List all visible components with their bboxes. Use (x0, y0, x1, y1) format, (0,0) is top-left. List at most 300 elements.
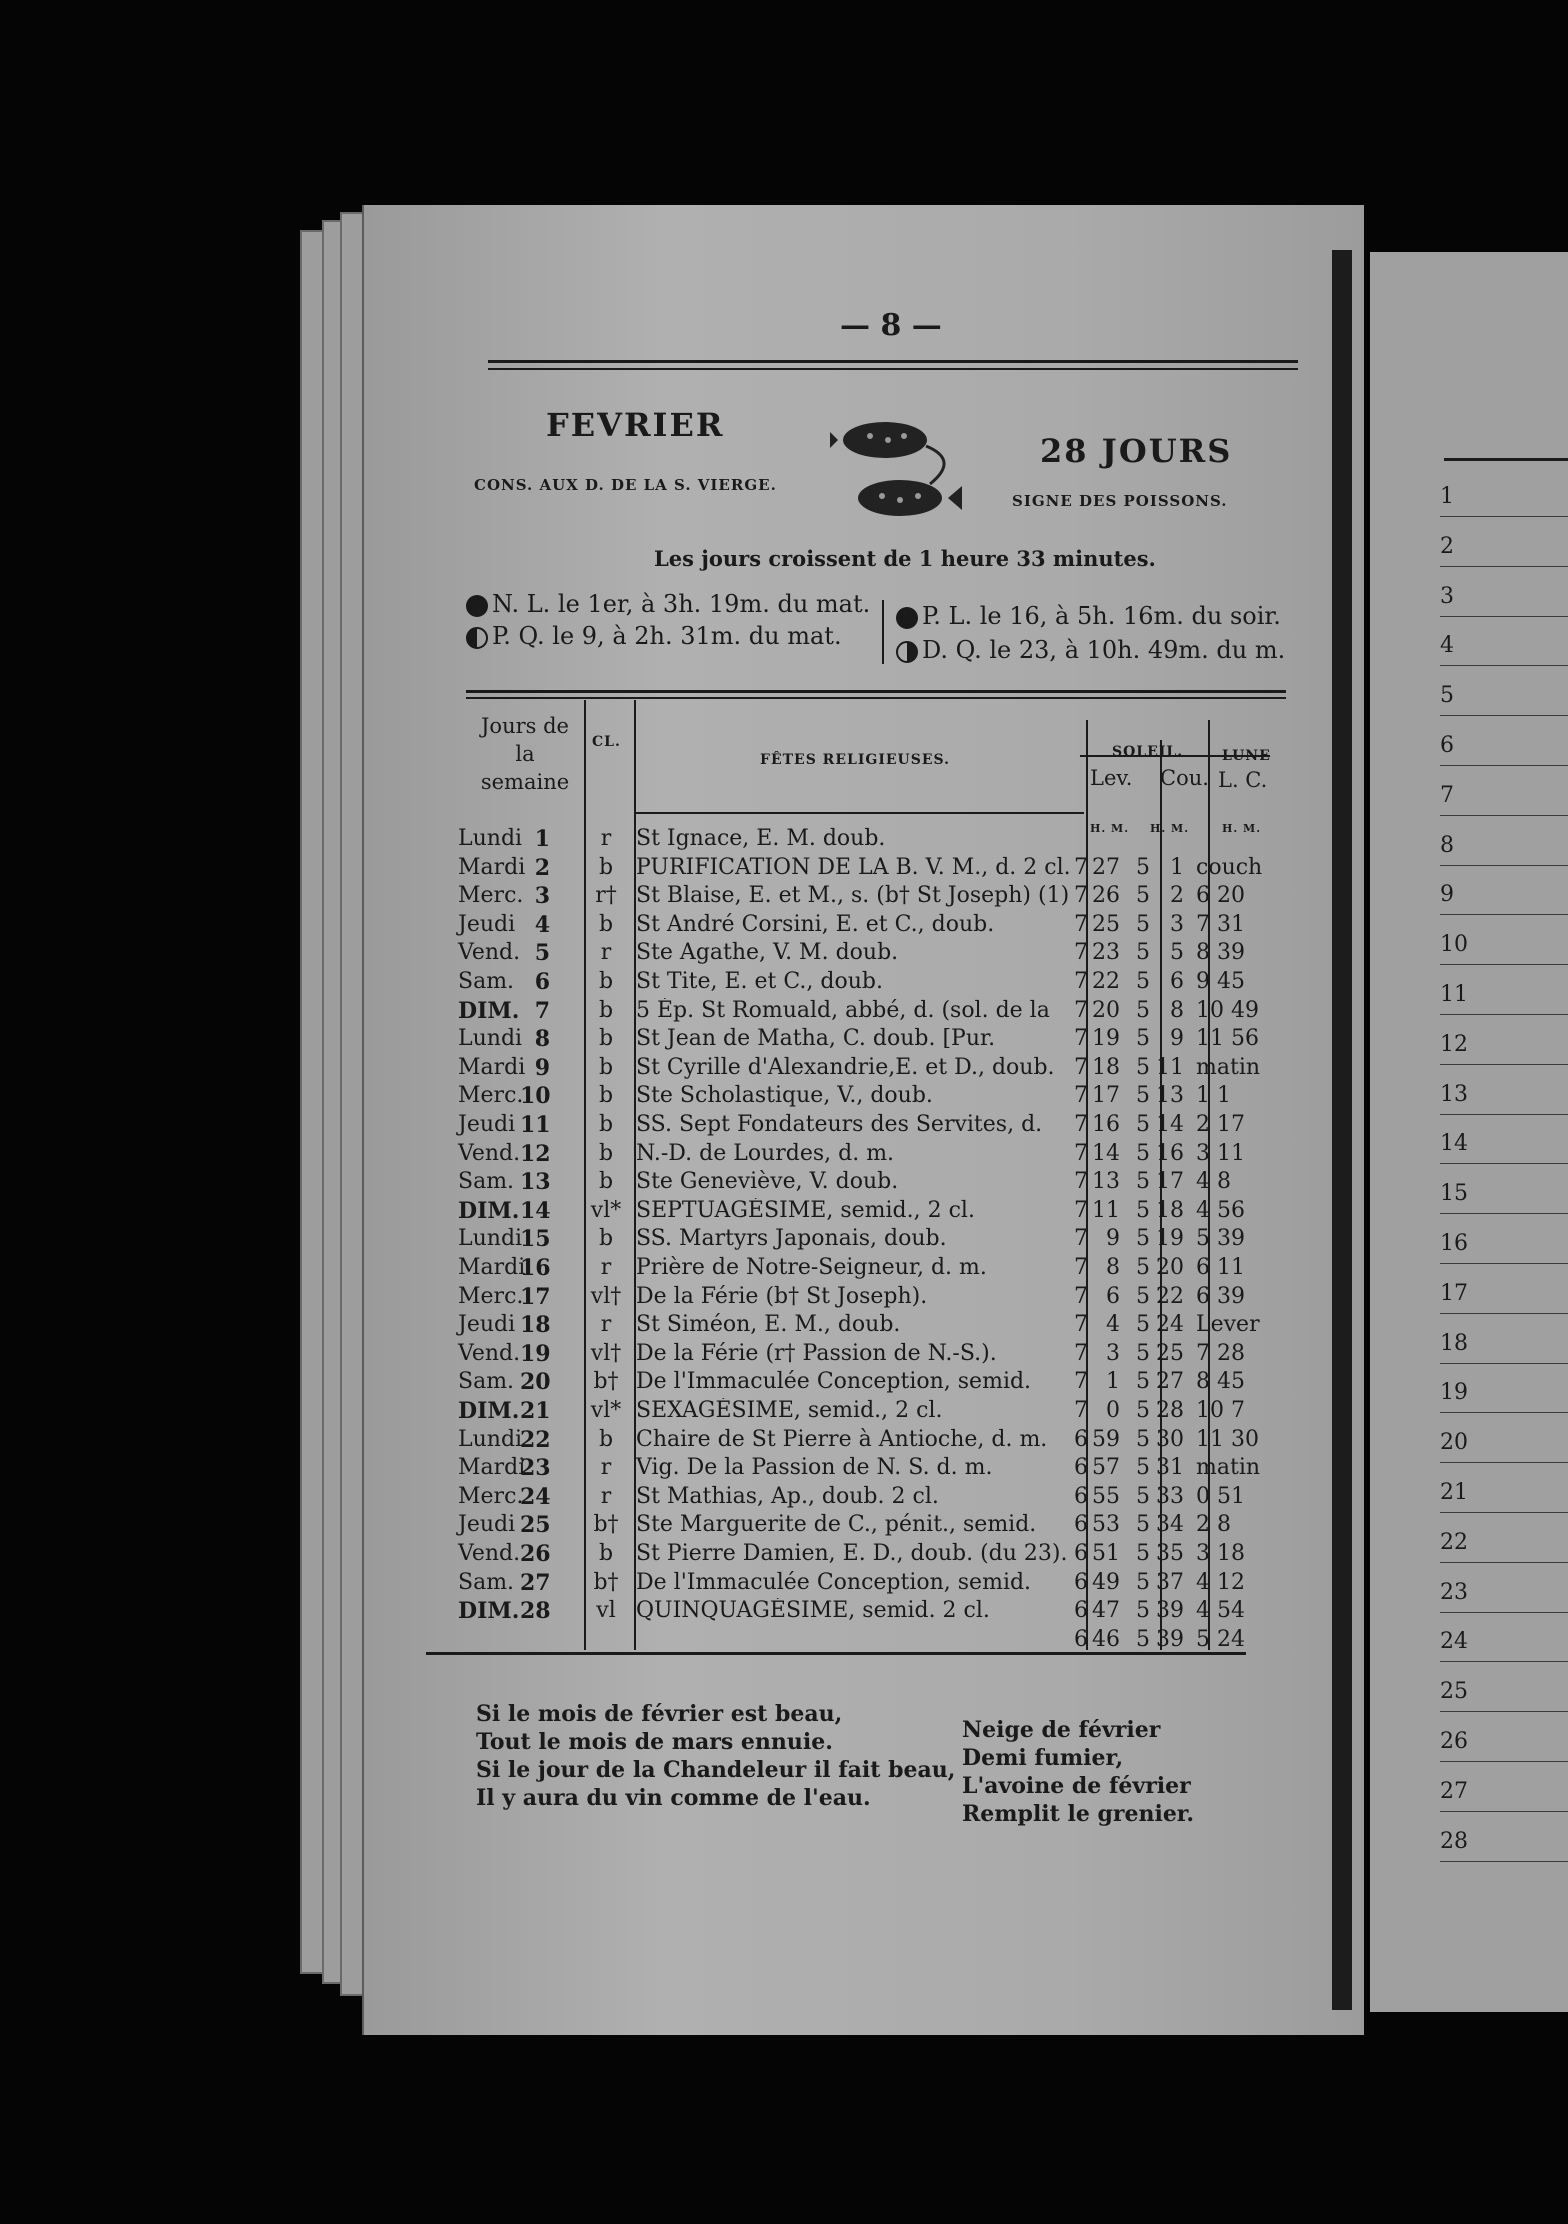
cell-lm: 14 (1092, 1141, 1120, 1166)
cell-cl: r (600, 1255, 612, 1280)
cell-num: 12 (520, 1141, 551, 1167)
moon-phase-last-quarter: D. Q. le 23, à 10h. 49m. du m. (896, 636, 1285, 664)
facing-day-number: 17 (1440, 1281, 1468, 1306)
facing-day-line (1440, 1213, 1568, 1214)
cell-num: 7 (534, 998, 550, 1024)
cell-lm: 20 (1092, 998, 1120, 1023)
cell-ch: 5 (1136, 969, 1150, 994)
cell-lh: 7 (1074, 1112, 1088, 1137)
cell-cl: b (598, 1141, 614, 1166)
facing-day-number: 15 (1440, 1181, 1468, 1206)
cell-lh: 6 (1074, 1541, 1088, 1566)
cell-ch: 5 (1136, 1198, 1150, 1223)
cell-lune: 5 24 (1196, 1627, 1245, 1652)
cell-day: Sam. (458, 969, 515, 994)
cell-day: Merc. (458, 1284, 524, 1309)
cell-cl: vl* (590, 1198, 622, 1223)
facing-day-line (1440, 765, 1568, 766)
cell-fete: SS. Sept Fondateurs des Servites, d. (636, 1112, 1043, 1137)
cell-cm: 14 (1156, 1112, 1184, 1137)
cell-fete: De l'Immaculée Conception, semid. (636, 1570, 1032, 1595)
facing-day-line (1440, 1562, 1568, 1563)
cell-ch: 5 (1136, 998, 1150, 1023)
cell-fete: QUINQUAGÉSIME, semid. 2 cl. (636, 1598, 990, 1623)
proverb-left (476, 1700, 955, 1812)
cell-lm: 1 (1106, 1369, 1120, 1394)
facing-day-line (1440, 1661, 1568, 1662)
table-top-rule (466, 697, 1286, 699)
cell-ch: 5 (1136, 1598, 1150, 1623)
daylight-note: Les jours croissent de 1 heure 33 minutes. (654, 546, 1156, 571)
cell-cl: b (598, 1169, 614, 1194)
cell-ch: 5 (1136, 1141, 1150, 1166)
cell-lh: 7 (1074, 855, 1088, 880)
cell-num: 18 (520, 1312, 551, 1338)
cell-lm: 23 (1092, 940, 1120, 965)
cell-cl: vl† (590, 1284, 622, 1309)
pisces-icon (830, 410, 970, 530)
facing-day-line (1440, 566, 1568, 567)
first-quarter-icon (466, 627, 488, 649)
facing-day-number: 3 (1440, 584, 1454, 609)
cell-num: 15 (520, 1226, 551, 1252)
cell-lune: 4 8 (1196, 1169, 1231, 1194)
cell-ch: 5 (1136, 1312, 1150, 1337)
table-top-rule (466, 690, 1286, 693)
cell-day: Sam. (458, 1570, 515, 1595)
cell-lune: matin (1196, 1455, 1261, 1480)
col-header-lev: Lev. (1090, 766, 1133, 790)
cell-fete: St Ignace, E. M. doub. (636, 826, 886, 851)
cell-num: 27 (520, 1570, 551, 1596)
cell-lune: 3 18 (1196, 1541, 1245, 1566)
cell-lm: 19 (1092, 1026, 1120, 1051)
cell-day: Merc. (458, 1083, 524, 1108)
book-gutter (1332, 250, 1352, 2010)
facing-day-line (1440, 1064, 1568, 1065)
cell-fete: Chaire de St Pierre à Antioche, d. m. (636, 1427, 1048, 1452)
cell-cl: b (598, 912, 614, 937)
cell-ch: 5 (1136, 1455, 1150, 1480)
hm-label-cou: H. M. (1150, 822, 1190, 835)
facing-day-line (1440, 815, 1568, 816)
cell-num: 3 (534, 883, 550, 909)
cell-fete: N.-D. de Lourdes, d. m. (636, 1141, 895, 1166)
cell-cm: 27 (1156, 1369, 1184, 1394)
cell-cm: 9 (1170, 1026, 1184, 1051)
col-header-cou: Cou. (1160, 766, 1209, 790)
cell-ch: 5 (1136, 912, 1150, 937)
cell-day: Mardi (458, 1455, 526, 1480)
cell-num: 9 (534, 1055, 550, 1081)
facing-day-line (1440, 1861, 1568, 1862)
cell-num: 4 (534, 912, 550, 938)
cell-lune: Lever (1196, 1312, 1260, 1337)
cell-num: 1 (534, 826, 550, 852)
cell-day: Jeudi (458, 1512, 516, 1537)
cell-num: 23 (520, 1455, 551, 1481)
facing-day-line (1440, 964, 1568, 965)
cell-cm: 28 (1156, 1398, 1184, 1423)
cell-cl: b† (593, 1570, 619, 1595)
cell-day: Merc. (458, 883, 524, 908)
facing-day-number: 14 (1440, 1131, 1468, 1156)
cell-lh: 7 (1074, 1255, 1088, 1280)
cell-cl: vl† (590, 1341, 622, 1366)
last-quarter-icon (896, 641, 918, 663)
cell-lm: 18 (1092, 1055, 1120, 1080)
cell-cm: 6 (1170, 969, 1184, 994)
cell-fete: 5 Ép. St Romuald, abbé, d. (sol. de la (636, 998, 1050, 1023)
cell-lune: matin (1196, 1055, 1261, 1080)
hm-label-lev: H. M. (1090, 822, 1130, 835)
facing-day-number: 2 (1440, 534, 1454, 559)
cell-cl: r (600, 1455, 612, 1480)
cell-ch: 5 (1136, 855, 1150, 880)
facing-day-line (1440, 516, 1568, 517)
facing-page-rule (1444, 458, 1568, 461)
cell-cl: vl (596, 1598, 616, 1623)
facing-day-line (1440, 1412, 1568, 1413)
facing-day-number: 20 (1440, 1430, 1468, 1455)
facing-day-line (1440, 1462, 1568, 1463)
cell-lune: 0 51 (1196, 1484, 1245, 1509)
cell-fete: SEPTUAGÉSIME, semid., 2 cl. (636, 1198, 975, 1223)
cell-cl: b† (593, 1512, 619, 1537)
cell-lune: 8 39 (1196, 940, 1245, 965)
facing-day-number: 24 (1440, 1629, 1468, 1654)
cell-cm: 3 (1170, 912, 1184, 937)
cell-cl: r† (595, 883, 617, 908)
header-rule (488, 368, 1298, 370)
cell-fete: St Cyrille d'Alexandrie,E. et D., doub. (636, 1055, 1055, 1080)
cell-fete: Prière de Notre-Seigneur, d. m. (636, 1255, 987, 1280)
cell-num: 28 (520, 1598, 551, 1624)
cell-cl: b (598, 855, 614, 880)
facing-day-number: 16 (1440, 1231, 1468, 1256)
cell-lh: 7 (1074, 912, 1088, 937)
cell-ch: 5 (1136, 883, 1150, 908)
cell-lune: 4 56 (1196, 1198, 1245, 1223)
cell-lh: 7 (1074, 1198, 1088, 1223)
cell-lune: 9 45 (1196, 969, 1245, 994)
cell-num: 10 (520, 1083, 551, 1109)
cell-num: 19 (520, 1341, 551, 1367)
cell-num: 5 (534, 940, 550, 966)
col-header-lc: L. C. (1218, 768, 1268, 792)
cell-lm: 22 (1092, 969, 1120, 994)
cell-lh: 7 (1074, 1398, 1088, 1423)
cell-lm: 57 (1092, 1455, 1120, 1480)
facing-day-line (1440, 1363, 1568, 1364)
new-moon-icon (466, 595, 488, 617)
cell-num: 11 (520, 1112, 551, 1138)
cell-lune: 3 11 (1196, 1141, 1245, 1166)
facing-day-line (1440, 1711, 1568, 1712)
cell-cm: 8 (1170, 998, 1184, 1023)
full-moon-icon (896, 607, 918, 629)
proverb-line: Tout le mois de mars ennuie. (476, 1729, 833, 1755)
cell-cm: 2 (1170, 883, 1184, 908)
cell-cm: 20 (1156, 1255, 1184, 1280)
cell-fete: De la Férie (b† St Joseph). (636, 1284, 928, 1309)
facing-day-number: 9 (1440, 882, 1454, 907)
cell-lm: 49 (1092, 1570, 1120, 1595)
cell-cm: 31 (1156, 1455, 1184, 1480)
cell-day: Jeudi (458, 1312, 516, 1337)
col-header-lune: LUNE (1222, 748, 1271, 764)
cell-lh: 7 (1074, 998, 1088, 1023)
cell-ch: 5 (1136, 1026, 1150, 1051)
cell-day: Lundi (458, 826, 523, 851)
proverb-line: Remplit le grenier. (962, 1801, 1195, 1827)
cell-lh: 6 (1074, 1484, 1088, 1509)
proverb-right (962, 1716, 1194, 1828)
facing-day-number: 8 (1440, 833, 1454, 858)
cell-cl: b (598, 1055, 614, 1080)
cell-lh: 7 (1074, 1169, 1088, 1194)
cell-fete: St Mathias, Ap., doub. 2 cl. (636, 1484, 939, 1509)
cell-day: Lundi (458, 1226, 523, 1251)
cell-lm: 3 (1106, 1341, 1120, 1366)
cell-day: Vend. (458, 1141, 521, 1166)
cell-day: DIM. (458, 1398, 520, 1424)
cell-lh: 7 (1074, 883, 1088, 908)
cell-lm: 17 (1092, 1083, 1120, 1108)
facing-day-number: 21 (1440, 1480, 1468, 1505)
hm-label-lune: H. M. (1222, 822, 1262, 835)
facing-day-line (1440, 1263, 1568, 1264)
cell-cm: 18 (1156, 1198, 1184, 1223)
cell-cl: b (598, 998, 614, 1023)
cell-lh: 7 (1074, 1083, 1088, 1108)
cell-ch: 5 (1136, 1055, 1150, 1080)
facing-day-line (1440, 914, 1568, 915)
cell-cl: b† (593, 1369, 619, 1394)
cell-lm: 27 (1092, 855, 1120, 880)
col-header-soleil: SOLEIL. (1112, 744, 1184, 760)
cell-ch: 5 (1136, 1083, 1150, 1108)
cell-cl: b (598, 1427, 614, 1452)
facing-day-line (1440, 1612, 1568, 1613)
cell-cl: b (598, 1112, 614, 1137)
cell-fete: Ste Marguerite de C., pénit., semid. (636, 1512, 1037, 1537)
cell-lune: 7 28 (1196, 1341, 1245, 1366)
cell-day: Sam. (458, 1169, 515, 1194)
cell-ch: 5 (1136, 1341, 1150, 1366)
cell-cl: b (598, 1083, 614, 1108)
cell-num: 25 (520, 1512, 551, 1538)
cell-ch: 5 (1136, 1541, 1150, 1566)
cell-ch: 5 (1136, 1512, 1150, 1537)
cell-day: Jeudi (458, 912, 516, 937)
cell-cm: 35 (1156, 1541, 1184, 1566)
cell-lh: 7 (1074, 1369, 1088, 1394)
cell-cm: 34 (1156, 1512, 1184, 1537)
cell-ch: 5 (1136, 1627, 1150, 1652)
cell-lh: 7 (1074, 1312, 1088, 1337)
cell-fete: Ste Agathe, V. M. doub. (636, 940, 899, 965)
col-header-fetes: FÊTES RELIGIEUSES. (760, 752, 951, 768)
cell-lune: 6 39 (1196, 1284, 1245, 1309)
cell-lh: 6 (1074, 1598, 1088, 1623)
cell-lm: 25 (1092, 912, 1120, 937)
cell-ch: 5 (1136, 1570, 1150, 1595)
cell-num: 22 (520, 1427, 551, 1453)
cell-day: Lundi (458, 1026, 523, 1051)
cell-ch: 5 (1136, 1398, 1150, 1423)
cell-day: DIM. (458, 1598, 520, 1624)
cell-lh: 7 (1074, 940, 1088, 965)
cell-cm: 17 (1156, 1169, 1184, 1194)
cell-lune: 5 39 (1196, 1226, 1245, 1251)
cell-lune: 4 12 (1196, 1570, 1245, 1595)
days-count: 28 JOURS (1040, 432, 1233, 470)
cell-cm: 16 (1156, 1141, 1184, 1166)
moon-phase-first-quarter: P. Q. le 9, à 2h. 31m. du mat. (466, 622, 842, 650)
cell-cl: r (600, 1484, 612, 1509)
cell-cm: 22 (1156, 1284, 1184, 1309)
cell-cm: 25 (1156, 1341, 1184, 1366)
cell-lh: 6 (1074, 1570, 1088, 1595)
cell-lh: 7 (1074, 1055, 1088, 1080)
cell-fete: PURIFICATION DE LA B. V. M., d. 2 cl. (636, 855, 1071, 880)
cell-lm: 9 (1106, 1226, 1120, 1251)
cell-lm: 51 (1092, 1541, 1120, 1566)
facing-day-line (1440, 1811, 1568, 1812)
facing-day-line (1440, 1761, 1568, 1762)
cell-num: 17 (520, 1284, 551, 1310)
cell-ch: 5 (1136, 1112, 1150, 1137)
cell-fete: St Tite, E. et C., doub. (636, 969, 883, 994)
facing-day-number: 12 (1440, 1032, 1468, 1057)
cell-ch: 5 (1136, 1284, 1150, 1309)
proverb-line: Demi fumier, (962, 1745, 1124, 1771)
cell-lune: 7 31 (1196, 912, 1245, 937)
facing-day-number: 26 (1440, 1729, 1468, 1754)
phase-divider (882, 600, 884, 664)
cell-lh: 7 (1074, 1284, 1088, 1309)
cell-fete: Vig. De la Passion de N. S. d. m. (636, 1455, 993, 1480)
cell-lune: 10 49 (1196, 998, 1259, 1023)
cell-num: 13 (520, 1169, 551, 1195)
facing-day-number: 7 (1440, 783, 1454, 808)
cell-ch: 5 (1136, 1427, 1150, 1452)
page-number: — 8 — (840, 308, 942, 343)
cell-day: Sam. (458, 1369, 515, 1394)
cell-lh: 7 (1074, 969, 1088, 994)
facing-day-line (1440, 616, 1568, 617)
cell-lune: 11 30 (1196, 1427, 1259, 1452)
cell-lune: 10 7 (1196, 1398, 1245, 1423)
cell-day: Vend. (458, 1341, 521, 1366)
cell-cm: 1 (1170, 855, 1184, 880)
cell-lm: 4 (1106, 1312, 1120, 1337)
cell-lm: 8 (1106, 1255, 1120, 1280)
cell-num: 6 (534, 969, 550, 995)
cell-cm: 37 (1156, 1570, 1184, 1595)
cell-cm: 30 (1156, 1427, 1184, 1452)
cell-lm: 0 (1106, 1398, 1120, 1423)
facing-day-number: 23 (1440, 1580, 1468, 1605)
facing-day-line (1440, 715, 1568, 716)
table-bottom-rule (426, 1652, 1246, 1655)
facing-day-number: 22 (1440, 1530, 1468, 1555)
cell-day: DIM. (458, 998, 520, 1024)
cell-num: 16 (520, 1255, 551, 1281)
facing-day-number: 5 (1440, 683, 1454, 708)
cell-lune: 4 54 (1196, 1598, 1245, 1623)
facing-day-number: 10 (1440, 932, 1468, 957)
cell-ch: 5 (1136, 1369, 1150, 1394)
cell-lh: 6 (1074, 1627, 1088, 1652)
month-title: FEVRIER (546, 406, 725, 444)
cell-lm: 11 (1092, 1198, 1120, 1223)
cell-cm: 39 (1156, 1627, 1184, 1652)
cell-fete: St Jean de Matha, C. doub. [Pur. (636, 1026, 996, 1051)
cell-ch: 5 (1136, 1255, 1150, 1280)
facing-day-number: 4 (1440, 633, 1454, 658)
facing-day-number: 27 (1440, 1779, 1468, 1804)
facing-day-line (1440, 1114, 1568, 1115)
cell-lm: 59 (1092, 1427, 1120, 1452)
cell-day: Jeudi (458, 1112, 516, 1137)
cell-fete: SS. Martyrs Japonais, doub. (636, 1226, 947, 1251)
cell-ch: 5 (1136, 1484, 1150, 1509)
cell-cl: b (598, 1541, 614, 1566)
facing-day-number: 28 (1440, 1829, 1468, 1854)
cell-ch: 5 (1136, 1226, 1150, 1251)
cell-num: 24 (520, 1484, 551, 1510)
moon-phase-full: P. L. le 16, à 5h. 16m. du soir. (896, 602, 1281, 630)
cell-day: Mardi (458, 855, 526, 880)
cell-cl: b (598, 969, 614, 994)
cell-lm: 53 (1092, 1512, 1120, 1537)
cell-lune: 2 8 (1196, 1512, 1231, 1537)
cell-cm: 39 (1156, 1598, 1184, 1623)
moon-phase-new: N. L. le 1er, à 3h. 19m. du mat. (466, 590, 870, 618)
cell-lh: 6 (1074, 1512, 1088, 1537)
cell-lune: 8 45 (1196, 1369, 1245, 1394)
cell-ch: 5 (1136, 940, 1150, 965)
cell-ch: 5 (1136, 1169, 1150, 1194)
cell-lm: 47 (1092, 1598, 1120, 1623)
cell-day: Vend. (458, 940, 521, 965)
cell-day: Mardi (458, 1255, 526, 1280)
cell-lh: 6 (1074, 1427, 1088, 1452)
header-rule (488, 360, 1298, 363)
cell-fete: St André Corsini, E. et C., doub. (636, 912, 995, 937)
cell-fete: Ste Geneviève, V. doub. (636, 1169, 899, 1194)
cell-lune: couch (1196, 855, 1263, 880)
cell-lh: 7 (1074, 1141, 1088, 1166)
cell-cm: 11 (1156, 1055, 1184, 1080)
cell-fete: St Siméon, E. M., doub. (636, 1312, 901, 1337)
cell-day: Lundi (458, 1427, 523, 1452)
cell-lune: 11 56 (1196, 1026, 1259, 1051)
cell-fete: Ste Scholastique, V., doub. (636, 1083, 933, 1108)
cell-cm: 13 (1156, 1083, 1184, 1108)
cell-cl: r (600, 1312, 612, 1337)
cell-num: 2 (534, 855, 550, 881)
proverb-line: L'avoine de février (962, 1773, 1191, 1799)
cell-cm: 5 (1170, 940, 1184, 965)
cell-lm: 13 (1092, 1169, 1120, 1194)
facing-day-number: 11 (1440, 982, 1468, 1007)
cell-cm: 33 (1156, 1484, 1184, 1509)
col-header-cl: CL. (592, 734, 621, 750)
cell-num: 14 (520, 1198, 551, 1224)
